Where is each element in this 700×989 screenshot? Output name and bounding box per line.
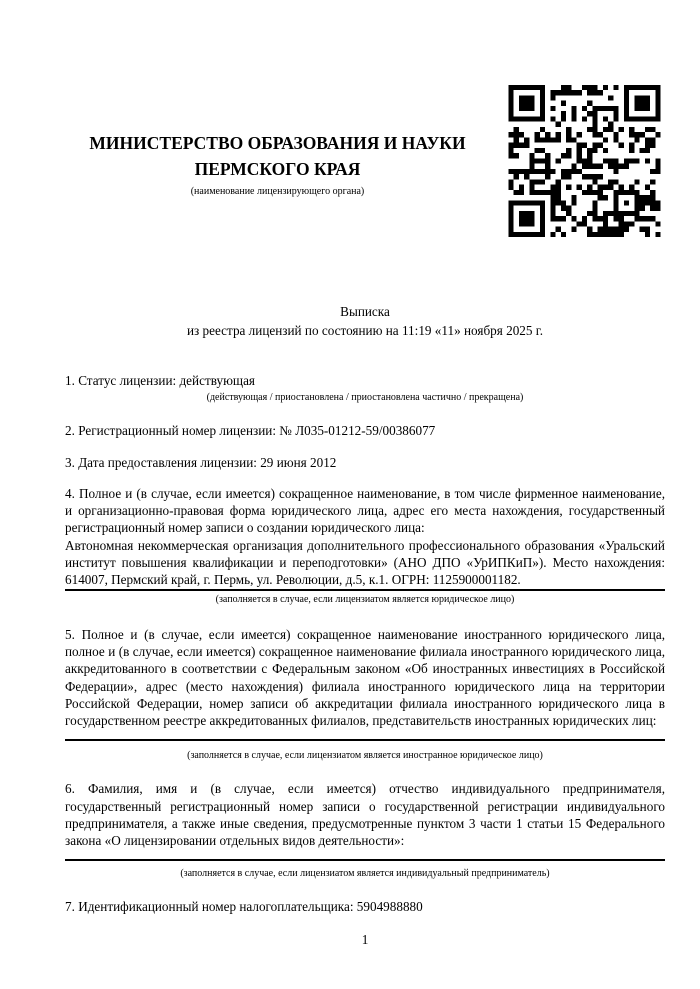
document-subtitle: из реестра лицензий по состоянию на 11:19 «11» ноября 2025 г. (186, 322, 544, 338)
item-legal-entity-caption: (заполняется в случае, если лицензиатом является юридическое лицо) (215, 593, 515, 605)
foreign-entity-fill-line (65, 739, 665, 741)
licensing-authority-caption: (наименование лицензирующего органа) (190, 186, 365, 197)
legal-entity-fill-line (65, 589, 665, 591)
item-entrepreneur-caption: (заполняется в случае, если лицензиатом является индивидуальный предприниматель) (180, 867, 550, 879)
item-taxpayer-number: 7. Идентификационный номер налогоплательщика: 5904988880 (65, 898, 423, 914)
item-legal-entity-value: Автономная некоммерческая организация дополнительного профессионального образования «Уральский институт повышения квалификации и переподготовки» (АНО ДПО «УрИПКиП»). Место нахождения: 614007, Пермский край, г. Пермь, ул. Революции, д.5, к.1. ОГРН: 1125900001182. (65, 537, 665, 588)
ministry-name-line2: ПЕРМСКОГО КРАЯ (194, 159, 361, 179)
ministry-name-line1: МИНИСТЕРСТВО ОБРАЗОВАНИЯ И НАУКИ (89, 133, 466, 153)
item-license-status: 1. Статус лицензии: действующая (65, 373, 256, 388)
document-body (65, 0, 665, 915)
item-foreign-entity-caption: (заполняется в случае, если лицензиатом является иностранное юридическое лицо) (187, 750, 543, 762)
item-registration-number: 2. Регистрационный номер лицензии: № Л035-01212-59/00386077 (65, 423, 436, 439)
page-number: 1 (361, 932, 369, 947)
document-title-block (65, 303, 665, 340)
item-legal-entity-label: 4. Полное и (в случае, если имеется) сокращенное наименование, в том числе фирменное наименование, и организационно-правовая форма юридического лица, адрес его места нахождения, государственный регистрационный номер записи о создании юридического лица: (65, 485, 665, 536)
item-entrepreneur-label: 6. Фамилия, имя и (в случае, если имеется) отчество индивидуального предпринимателя, государственный регистрационный номер записи о государственной регистрации индивидуального предпринимателя, а также иные сведения, предусмотренные пунктом 3 части 1 статьи 15 Федерального закона «О лицензировании отдельных видов деятельности»: (65, 781, 665, 849)
document-title: Выписка (340, 304, 390, 319)
item-license-status-caption: (действующая / приостановлена / приостановлена частично / прекращена) (206, 392, 524, 404)
item-foreign-entity-label: 5. Полное и (в случае, если имеется) сокращенное наименование иностранного юридического лица, полное и (в случае, если имеется) сокращенное наименование филиала иностранного юридического лица, аккредитованного в соответствии с Федеральным законом «Об иностранных инвестициях в Российской Федерации», адрес (место нахождения) филиала иностранного юридического лица на территории Российской Федерации, номер записи об аккредитации филиала иностранного юридического лица в государственном реестре аккредитованных филиалов, представительств иностранных юридических лиц: (65, 626, 665, 729)
item-license-grant-date: 3. Дата предоставления лицензии: 29 июня 2012 (65, 454, 337, 470)
entrepreneur-fill-line (65, 859, 665, 861)
